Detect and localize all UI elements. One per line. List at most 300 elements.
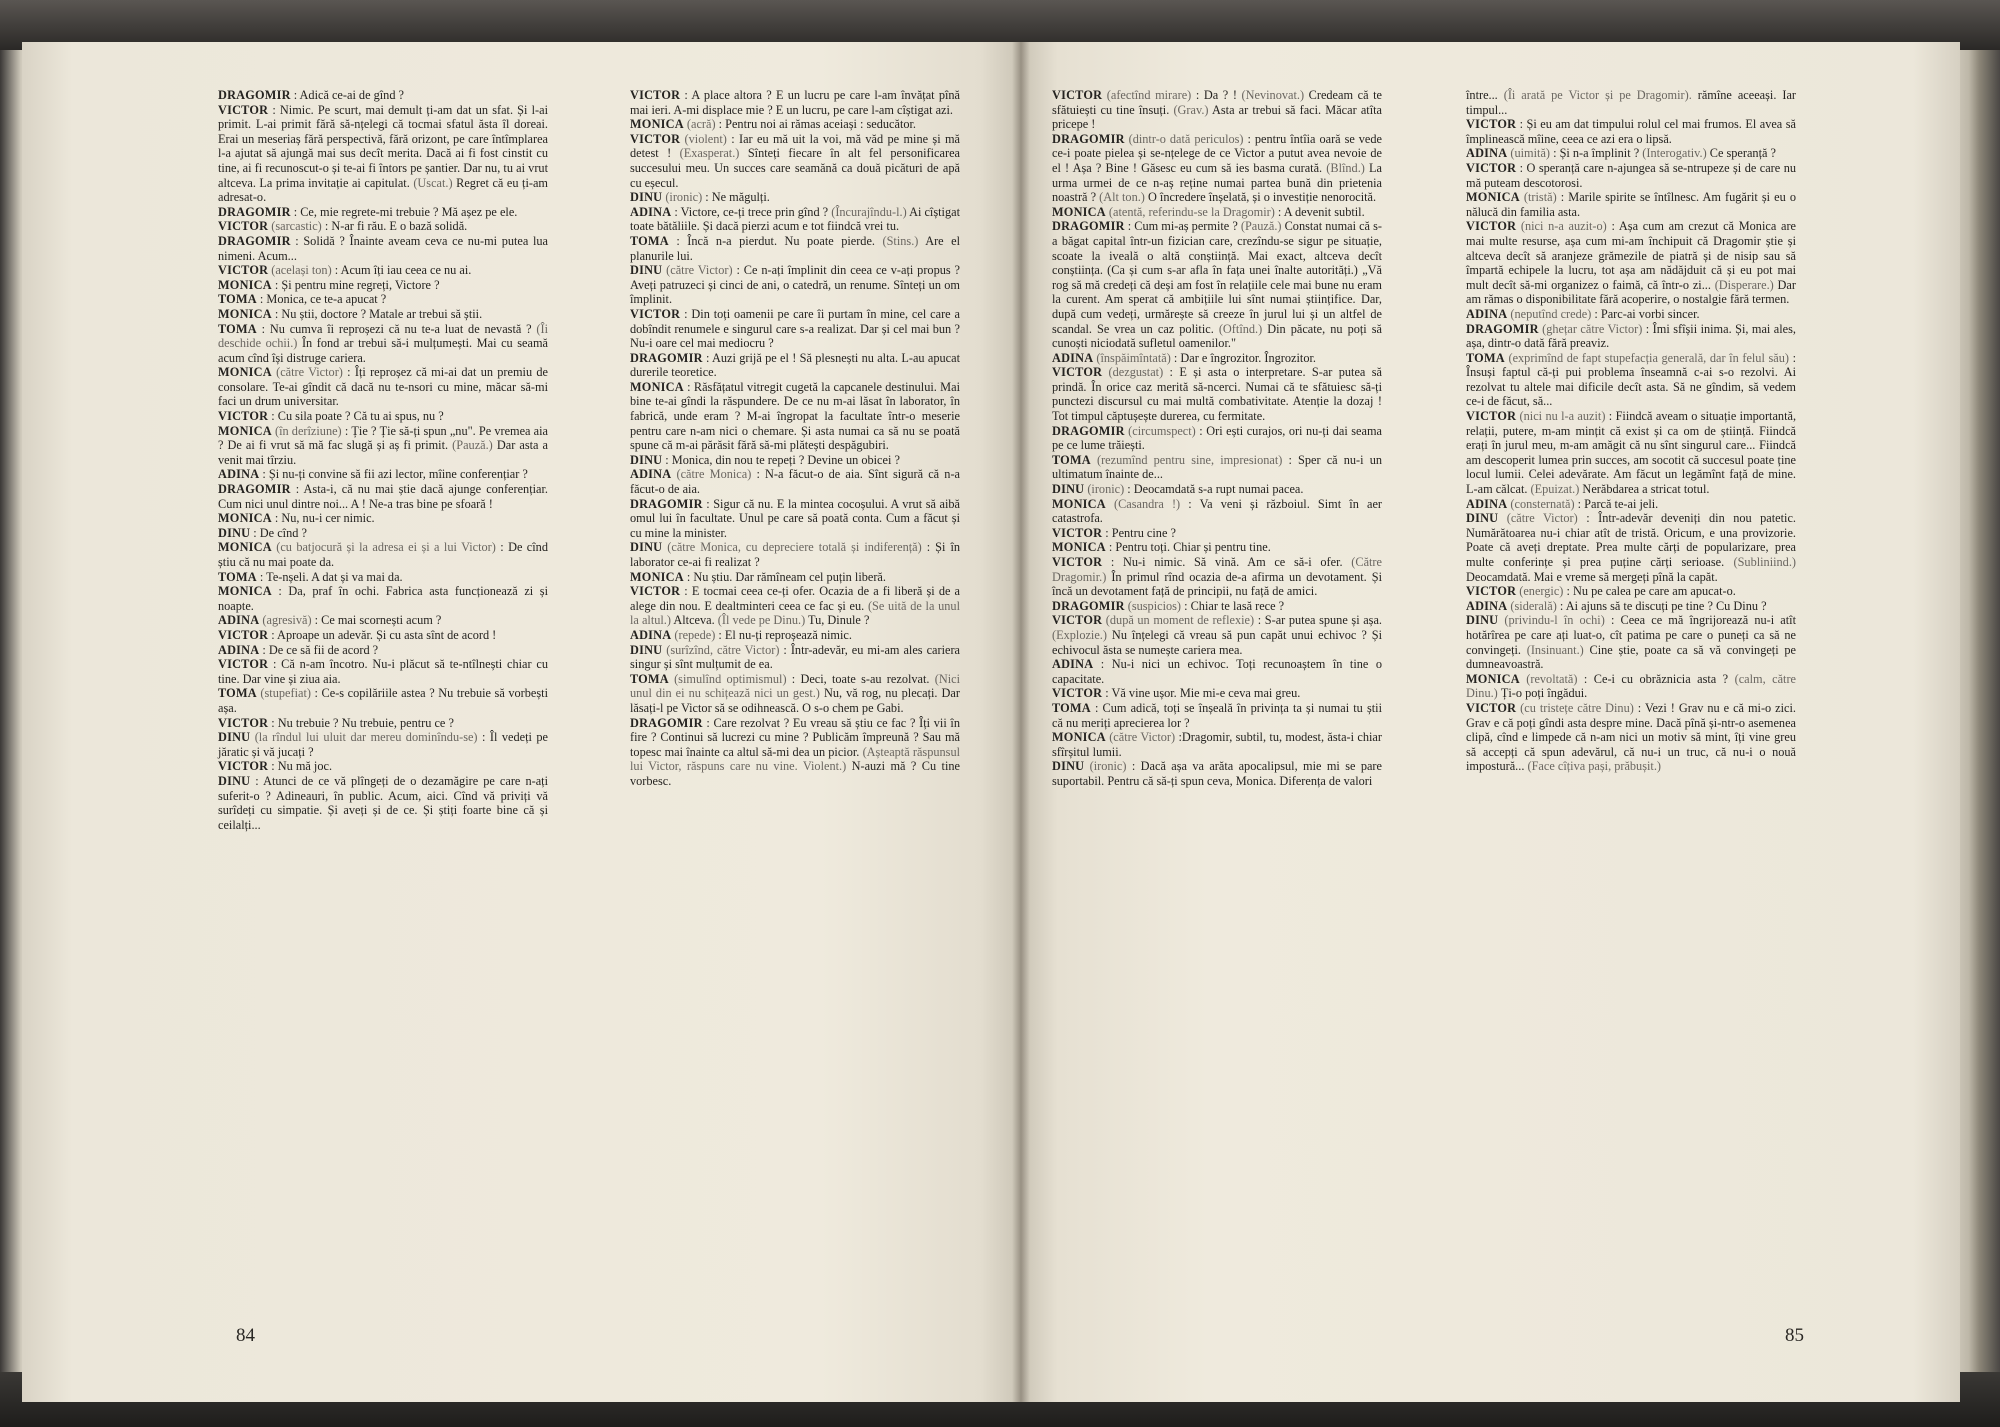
dialogue-text: : Nu mă joc. — [268, 759, 333, 774]
dialogue-line — [1466, 219, 1796, 307]
stage-direction: (Pauză.) — [1240, 219, 1282, 234]
stage-direction: (ghețar către Victor) — [1542, 321, 1643, 336]
dialogue-text: : Încă n-a pierdut. Nu poate pierde. — [668, 233, 883, 248]
text-column-4 — [1466, 88, 1796, 774]
dialogue-text: : Nu cumva îi reproșezi că nu te-a luat de nevastă ? — [256, 321, 537, 336]
speaker-name: DINU — [1052, 482, 1085, 497]
dialogue-text: : A devenit subtil. — [1274, 204, 1365, 219]
speaker-name: DRAGOMIR — [630, 350, 703, 365]
dialogue-line — [218, 278, 548, 293]
dialogue-text: : Auzi grijă pe el ! Să plesnești nu alta. L-au apucat durerile teoretice. — [630, 350, 960, 380]
stage-direction: (dintr-o dată periculos) — [1128, 131, 1244, 146]
dialogue-text: Ai cîștigat toate bătăliile. Și dacă pierzi acum e tot fiindcă vrei tu. — [630, 204, 960, 234]
speaker-name: DINU — [1052, 759, 1085, 774]
text-column-2 — [630, 88, 960, 789]
dialogue-line — [630, 467, 960, 496]
speaker-name: TOMA — [630, 671, 669, 686]
dialogue-text: : Nu știi, doctore ? Matale ar trebui să știi. — [271, 306, 483, 321]
dialogue-line — [218, 628, 548, 643]
dialogue-text: : Chiar te lasă rece ? — [1181, 598, 1285, 613]
stage-direction: (acră) — [686, 117, 716, 132]
dialogue-line — [218, 511, 548, 526]
dialogue-text: : Într-adevăr, eu mi-am ales cariera singur și sînt mulțumit de ea. — [630, 642, 961, 672]
speaker-name: VICTOR — [1052, 525, 1103, 540]
speaker-name: DRAGOMIR — [1052, 598, 1125, 613]
speaker-name: MONICA — [1466, 671, 1520, 686]
speaker-name: ADINA — [630, 467, 672, 482]
dialogue-line — [630, 716, 960, 789]
stage-direction: (Blînd.) — [1326, 160, 1365, 175]
dialogue-text: Ce speranță ? — [1706, 146, 1776, 161]
dialogue-text: Credeam că te sfătuiești cu tine însuți. — [1052, 88, 1383, 117]
dialogue-text: : Adică ce-ai de gînd ? — [290, 88, 405, 102]
speaker-name: MONICA — [218, 511, 272, 526]
dialogue-line — [218, 584, 548, 613]
speaker-name: ADINA — [218, 613, 260, 628]
speaker-name: DINU — [218, 525, 251, 540]
dialogue-text: : Ce-i cu obrăznicia asta ? — [1577, 671, 1735, 686]
dialogue-text: : O speranță care n-ajungea să se-ntrupeze și de care nu mă puteam descotorosi. — [1466, 160, 1796, 190]
dialogue-line — [630, 497, 960, 541]
stage-direction: (circumspect) — [1128, 423, 1196, 438]
speaker-name: VICTOR — [218, 263, 269, 278]
dialogue-line — [218, 307, 548, 322]
speaker-name: DRAGOMIR — [630, 715, 703, 730]
stage-direction: (afectînd mirare) — [1106, 88, 1192, 102]
speaker-name: ADINA — [1466, 146, 1508, 161]
dialogue-text: : E și asta o interpretare. S-ar putea să prindă. În orice caz merită să-ncerci. Numai că te sfătuiesc să-ți punctezi discursul cu mai multă combativitate. Atenție la dozaj ! Tot timpul căptușește durerea, cu fermitate. — [1052, 365, 1382, 424]
stage-direction: (Încurajîndu-l.) — [831, 204, 907, 219]
dialogue-text: : Ai ajuns să te discuți pe tine ? Cu Dinu ? — [1556, 598, 1767, 613]
speaker-name: VICTOR — [218, 657, 269, 672]
dialogue-text: : S-ar putea spune și așa. — [1254, 613, 1383, 628]
stage-direction: (Îi arată pe Victor și pe Dragomir). — [1503, 88, 1692, 102]
speaker-name: TOMA — [1052, 452, 1091, 467]
dialogue-text: : Nu-i nimic. Să vină. Am ce să-i ofer. — [1102, 555, 1352, 569]
dialogue-line — [1052, 686, 1382, 701]
dialogue-text: :Dragomir, subtil, tu, modest, ăsta-i chiar sfîrșitul lumii. — [1052, 730, 1382, 759]
stage-direction: (simulînd optimismul) — [674, 671, 787, 686]
stage-direction: (rezumînd pentru sine, impresionat) — [1096, 452, 1283, 467]
dialogue-line — [630, 672, 960, 716]
dialogue-text: : Deci, toate s-au rezolvat. — [786, 671, 935, 686]
stage-direction: (către Monica) — [676, 467, 752, 482]
dialogue-line — [218, 205, 548, 220]
stage-direction: (cu batjocură și la adresa ei și a lui Victor) — [276, 540, 496, 555]
speaker-name: TOMA — [218, 686, 257, 701]
stage-direction: (Interogativ.) — [1642, 146, 1707, 161]
dialogue-line — [630, 307, 960, 351]
dialogue-text: : Da ? ! — [1191, 88, 1242, 102]
dialogue-text: : Monica, din nou te repeți ? Devine un obicei ? — [662, 452, 900, 467]
stage-direction: (la rîndul lui uluit dar mereu dominîndu-se) — [254, 730, 478, 745]
stage-direction: (violent) — [684, 131, 727, 146]
dialogue-text: : Asta-i, că nu mai știe dacă ajunge conferențiar. Cum nici unul dintre noi... A ! Ne-a tras bine pe sfoară ! — [218, 482, 548, 511]
speaker-name: VICTOR — [630, 131, 681, 146]
dialogue-text: Nerăbdarea a stricat totul. — [1579, 482, 1710, 497]
speaker-name: ADINA — [1466, 598, 1508, 613]
stage-direction: (către Victor) — [276, 365, 343, 380]
dialogue-line — [218, 234, 548, 263]
dialogue-text: : Da, praf în ochi. Fabrica asta funcționează zi și noapte. — [218, 584, 548, 613]
dialogue-text — [1498, 511, 1506, 525]
dialogue-text: : Nu pe calea pe care am apucat-o. — [1563, 584, 1736, 599]
dialogue-line — [1052, 759, 1382, 788]
speaker-name: DRAGOMIR — [1052, 131, 1125, 146]
dialogue-line — [218, 88, 548, 103]
dialogue-line — [218, 774, 548, 832]
dialogue-text: : Și în laborator ce-ai fi realizat ? — [630, 540, 961, 569]
stage-direction: (tristă) — [1523, 190, 1557, 205]
speaker-name: DRAGOMIR — [218, 233, 291, 248]
stage-direction: (consternată) — [1510, 496, 1575, 511]
speaker-name: DRAGOMIR — [1466, 321, 1539, 336]
dialogue-text: : Monica, ce te-a apucat ? — [256, 292, 387, 307]
dialogue-text: : Și eu am dat timpului rolul cel mai frumos. El avea să împlinească mîine, ceea ce azi era o lipsă. — [1466, 117, 1796, 146]
dialogue-line — [1466, 511, 1796, 584]
dialogue-line — [630, 380, 960, 453]
stage-direction: (Se uită de la unul la altul.) — [630, 598, 960, 628]
speaker-name: VICTOR — [630, 88, 681, 102]
stage-direction: (agresivă) — [262, 613, 312, 628]
speaker-name: MONICA — [218, 365, 272, 380]
speaker-name: TOMA — [218, 569, 257, 584]
dialogue-text: : Nu trebuie ? Nu trebuie, pentru ce ? — [268, 715, 454, 730]
dialogue-text: În fond ar trebui să-i mulțumești. Mai cu seamă acum cînd își distruge cariera. — [218, 336, 548, 365]
dialogue-text: : Aproape un adevăr. Și cu asta sînt de acord ! — [268, 627, 497, 642]
dialogue-text: : Nimic. Pe scurt, mai demult ți-am dat un sfat. Și l-ai primit. L-ai primit fără să-nțelegi că tocmai sfatul ăsta îl doreai. Erai un meseriaș fără perspectivă, fără orizont, pe care întîmplarea l-a ajutat să ajungă mai sus decît merita. Dacă ai fi fost cinstit cu tine, ai fi recunoscut-o și te-ai fi întors pe șantier. Dar nu, tu ai vrut altceva. La prima invitație ai capitulat. — [218, 102, 548, 190]
dialogue-line — [218, 730, 548, 759]
dialogue-text: N-auzi mă ? Cu tine vorbesc. — [630, 759, 960, 788]
dialogue-text: : El nu-ți reproșează nimic. — [715, 627, 852, 642]
dialogue-text: : Ori ești curajos, ori nu-ți dai seama pe ce lume trăiești. — [1052, 423, 1382, 453]
speaker-name: VICTOR — [630, 306, 681, 321]
dialogue-text: : Sper că nu-i un ultimatum înainte de... — [1052, 452, 1382, 482]
speaker-name: VICTOR — [218, 409, 269, 424]
dialogue-line — [218, 643, 548, 658]
dialogue-line — [1052, 424, 1382, 453]
speaker-name: DRAGOMIR — [218, 88, 291, 102]
dialogue-line — [1052, 88, 1382, 132]
dialogue-text: : Ce-s copilăriile astea ? Nu trebuie să vorbești așa. — [218, 686, 548, 715]
dialogue-text: Dar asta a venit mai tîrziu. — [218, 438, 548, 467]
dialogue-line — [1466, 88, 1796, 117]
dialogue-line — [1052, 219, 1382, 350]
dialogue-text: : Solidă ? Înainte aveam ceva ce nu-mi putea lua nimeni. Acum... — [218, 233, 548, 263]
dialogue-text: : Și pentru mine regreți, Victore ? — [271, 277, 440, 292]
stage-direction: (Face cîțiva pași, prăbușit.) — [1527, 759, 1661, 774]
dialogue-text: Are el planurile lui. — [630, 233, 961, 263]
dialogue-text: În primul rînd ocazia de-a afirma un devotament. Și încă un devotament față de principii, nu față de amici. — [1052, 569, 1382, 599]
stage-direction: (în derîziune) — [274, 423, 342, 438]
dialogue-text: : Și nu-ți convine să fii azi lector, mîine conferențiar ? — [259, 467, 528, 482]
dialogue-text: : Nu-i nici un echivoc. Toți recunoaștem în tine o capacitate. — [1052, 657, 1382, 686]
speaker-name: TOMA — [218, 292, 257, 307]
dialogue-text: : Victore, ce-ți trece prin gînd ? — [671, 204, 832, 219]
dialogue-text: : Îl vedeți pe jăratic și vă jucați ? — [218, 730, 548, 759]
speaker-name: ADINA — [218, 467, 260, 482]
dialogue-text: : Parc-ai vorbi sincer. — [1591, 306, 1700, 321]
dialogue-line — [1466, 613, 1796, 671]
dialogue-line — [1466, 146, 1796, 161]
dialogue-text: : A place altora ? E un lucru pe care l-am învățat pînă mai ieri. A-mi displace mie ? E un lucru, pe care l-am cîștigat azi. — [630, 88, 960, 117]
dialogue-line — [630, 570, 960, 585]
dialogue-text: : Va veni și războiul. Simt în aer catastrofa. — [1052, 496, 1383, 526]
dialogue-line — [1052, 657, 1382, 686]
dialogue-text: Nu înțelegi că vreau să pun capăt unui echivoc ? Și echivocul ăsta se numește cariera mea. — [1052, 627, 1382, 657]
dialogue-text: Deocamdată. Mai e vreme să mergeți pînă la capăt. — [1466, 569, 1718, 584]
dialogue-line — [1052, 205, 1382, 220]
dialogue-text: rămîne aceeași. Iar timpul... — [1466, 88, 1796, 117]
stage-direction: (cu tristețe către Dinu) — [1520, 700, 1634, 715]
dialogue-line — [218, 613, 548, 628]
speaker-name: MONICA — [1052, 540, 1106, 555]
stage-direction: (Grav.) — [1173, 102, 1209, 117]
dialogue-line — [630, 117, 960, 132]
speaker-name: VICTOR — [218, 715, 269, 730]
dialogue-line — [218, 103, 548, 205]
dialogue-line — [1052, 701, 1382, 730]
speaker-name: DINU — [1466, 511, 1499, 526]
stage-direction: (repede) — [674, 627, 716, 642]
dialogue-text: Ți-o poți îngădui. — [1497, 686, 1588, 701]
dialogue-text: : Iar eu mă uit la voi, mă văd pe mine și mă detest ! — [630, 131, 961, 161]
dialogue-line — [1052, 526, 1382, 541]
stage-direction: (Stins.) — [882, 233, 919, 248]
stage-direction: (Exasperat.) — [679, 146, 740, 161]
dialogue-text: : Pentru cine ? — [1102, 525, 1176, 540]
stage-direction: (Îl vede pe Dinu.) — [717, 613, 806, 628]
speaker-name: DINU — [630, 642, 663, 657]
dialogue-text: : Îmi sfîșii inima. Și, mai ales, așa, dintr-o dată fără preaviz. — [1466, 321, 1797, 351]
dialogue-line — [1052, 599, 1382, 614]
dialogue-line — [218, 263, 548, 278]
dialogue-text: : Pentru toți. Chiar și pentru tine. — [1105, 540, 1271, 555]
dialogue-line — [1052, 132, 1382, 205]
dialogue-text: : Acum îți iau ceea ce nu ai. — [331, 263, 472, 278]
stage-direction: (revoltată) — [1526, 671, 1578, 686]
speaker-name: DINU — [218, 773, 251, 788]
dialogue-text: : Deocamdată s-a rupt numai pacea. — [1124, 482, 1304, 497]
speaker-name: VICTOR — [1466, 409, 1517, 424]
speaker-name: ADINA — [1466, 496, 1508, 511]
stage-direction: (către Victor) — [1506, 511, 1578, 526]
dialogue-text: Sînteți fiecare în alt fel personificarea succesului meu. Un succes care seamănă ca două picături de apă cu eșecul. — [630, 146, 960, 190]
dialogue-line — [218, 716, 548, 731]
stage-direction: (Subliniind.) — [1733, 555, 1796, 569]
dialogue-text: : Vezi ! Grav nu e că mi-o zici. Grav e că poți gîndi asta despre mine. Dacă pînă și-ntr-o asemenea clipă, cînd e limpede că n-am nici un motiv să mint, îți vine greu să accepți că spun adevărul, că nu-i un truc, că nu-i o nouă impostură... — [1466, 700, 1797, 774]
dialogue-text: : Atunci de ce vă plîngeți de o dezamăgire pe care n-ați suferit-o ? Adineauri, în public. Acum, aici. Cînd vă priviți vă surîdeți cu simpatie. Și aveți și de ce. Și știți foarte bine că și ceilalți... — [218, 773, 548, 832]
speaker-name: DINU — [630, 452, 663, 467]
dialogue-line — [1466, 117, 1796, 146]
speaker-name: VICTOR — [218, 627, 269, 642]
dialogue-text: : Ce mai scornești acum ? — [311, 613, 442, 628]
speaker-name: TOMA — [1052, 700, 1091, 715]
speaker-name: VICTOR — [630, 584, 681, 599]
dialogue-text: Tu, Dinule ? — [805, 613, 870, 628]
dialogue-text: : Vă vine ușor. Mie mi-e ceva mai greu. — [1102, 686, 1301, 701]
dialogue-text: : Sigur că nu. E la mintea cocoșului. A vrut să aibă omul lui în facultate. Unul pe care să poată conta. Cum a făcut și cu mine la minister. — [630, 496, 960, 540]
stage-direction: (Insinuant.) — [1526, 642, 1584, 657]
speaker-name: ADINA — [630, 627, 672, 642]
speaker-name: MONICA — [630, 379, 684, 394]
dialogue-text: Nu, vă rog, nu plecați. Dar lăsați-l pe Victor să se odihnească. O s-o chem pe Gabi. — [630, 686, 960, 715]
stage-direction: (siderală) — [1510, 598, 1557, 613]
speaker-name: VICTOR — [218, 759, 269, 774]
dialogue-line — [630, 643, 960, 672]
dialogue-text: : Ceea ce mă îngrijorează nu-i atît hotărîrea pe care ați luat-o, cît patima pe care o puneți ca să ne convingeți. — [1466, 613, 1796, 657]
speaker-name: VICTOR — [1052, 613, 1103, 628]
stage-direction: (exprimînd de fapt stupefacția generală, dar în felul său) — [1508, 350, 1789, 365]
speaker-name: DINU — [630, 263, 663, 278]
stage-direction: (ironic) — [1089, 759, 1127, 774]
stage-direction: (Nici unul din ei nu schițează nici un gest.) — [630, 671, 960, 701]
stage-direction: (neputînd crede) — [1510, 306, 1592, 321]
dialogue-text: Altceva. — [670, 613, 718, 628]
stage-direction: (Îi deschide ochii.) — [218, 321, 548, 351]
stage-direction: (Explozie.) — [1052, 627, 1107, 642]
dialogue-text: : Care rezolvat ? Eu vreau să știu ce fac ? Îți vii în fire ? Continui să lucrezi cu mine ? Publicăm împreună ? Sau mă topesc mai înainte ca altul să-mi dea un picior. — [630, 715, 960, 759]
dialogue-text: : Că n-am încotro. Nu-i plăcut să te-ntîlnești chiar cu tine. Dar vine și ziua aia. — [218, 657, 548, 686]
dialogue-text: : De cînd ? — [250, 525, 307, 540]
dialogue-line — [218, 292, 548, 307]
dialogue-text: : Răsfățatul vitregit cugetă la capcanele destinului. Mai bine te-ai gîndi la răspundere. De ce nu m-ai lăsat în laborator, în fabrică, unde eram ? M-ai îngropat la facultate într-o meserie pentru care n-am nici o chemare. Și asta numai ca să nu se poată spune că m-ai părăsit fără să-mi plătești despăgubiri. — [630, 379, 960, 453]
dialogue-text — [1106, 497, 1114, 511]
dialogue-text: : Așa cum am crezut că Monica are mai multe resurse, așa cum mi-am închipuit că Dragomir știe și altceva decît să aranjeze grămezile de piatră și de nisip sau să împartă echipele la lucru, tot așa am nădăjduit că și eu pot mai mult decît să-mi organizez o faimă, că într-o zi... — [1466, 219, 1796, 292]
dialogue-line — [1466, 497, 1796, 512]
dialogue-line — [630, 88, 960, 117]
dialogue-line — [630, 234, 960, 263]
dialogue-line — [1466, 701, 1796, 774]
speaker-name: MONICA — [218, 584, 272, 599]
stage-direction: (Oftînd.) — [1218, 321, 1263, 336]
dialogue-line — [218, 570, 548, 585]
stage-direction: (surîzînd, către Victor) — [666, 642, 780, 657]
speaker-name: VICTOR — [1052, 555, 1103, 569]
speaker-name: MONICA — [1052, 730, 1106, 745]
dialogue-text: : Îți reproșez că mi-ai dat un premiu de consolare. Te-ai gîndit că dacă nu te-nsori cu mine, măcar să-mi faci un drum universitar. — [218, 365, 548, 409]
dialogue-text: Constat numai că s-a băgat capital într-un fizician care, crezîndu-se sigur pe situație, scoate la iveală o altă conștiință. Mai exact, altceva decît conștiința. (Ca și cum s-ar afla în fața unei înalte autorități.) „Vă rog să mă credeți că deși am fost în relațiile cele mai bune nu eram la curent. Am sperat că ambițiile lui sînt numai științifice. Dar, după cum vedeți, urmărește să creeze în jurul lui și un altfel de scandal. Se vrea un caz politic. — [1052, 219, 1382, 336]
speaker-name: MONICA — [218, 540, 272, 555]
dialogue-line — [1052, 613, 1382, 657]
text-column-3 — [1052, 88, 1382, 789]
stage-direction: (același ton) — [271, 263, 332, 278]
speaker-name: DINU — [1466, 613, 1499, 628]
dialogue-line — [218, 467, 548, 482]
dialogue-line — [218, 322, 548, 366]
stage-direction: (calm, către Dinu.) — [1466, 671, 1796, 701]
stage-direction: (Nevinovat.) — [1241, 88, 1305, 102]
speaker-name: VICTOR — [1052, 88, 1103, 102]
dialogue-line — [1466, 322, 1796, 351]
dialogue-line — [1052, 482, 1382, 497]
speaker-name: ADINA — [1466, 306, 1508, 321]
stage-direction: (Așteaptă răspunsul lui Victor, răspuns care nu vine. Violent.) — [630, 744, 961, 774]
dialogue-text: : Dar e îngrozitor. Îngrozitor. — [1170, 350, 1316, 365]
stage-direction: (stupefiat) — [260, 686, 311, 701]
speaker-name: ADINA — [1052, 657, 1094, 672]
dialogue-line — [1466, 599, 1796, 614]
speaker-name: MONICA — [630, 117, 684, 132]
speaker-name: DRAGOMIR — [1052, 423, 1125, 438]
dialogue-line — [218, 409, 548, 424]
dialogue-text: între... — [1466, 88, 1504, 102]
speaker-name: ADINA — [218, 642, 260, 657]
speaker-name: VICTOR — [1466, 700, 1517, 715]
dialogue-line — [630, 132, 960, 190]
speaker-name: MONICA — [1466, 190, 1520, 205]
speaker-name: VICTOR — [1052, 365, 1103, 380]
stage-direction: (ironic) — [665, 190, 703, 205]
dialogue-line — [218, 526, 548, 541]
dialogue-line — [218, 540, 548, 569]
speaker-name: TOMA — [630, 233, 669, 248]
dialogue-text: : Cu sila poate ? Că tu ai spus, nu ? — [268, 409, 444, 424]
speaker-name: VICTOR — [1052, 686, 1103, 701]
dialogue-text: Din păcate, nu poți să cunoști niciodată sufletul oamenilor." — [1052, 321, 1382, 351]
speaker-name: MONICA — [1052, 496, 1106, 511]
speaker-name: DINU — [218, 730, 251, 745]
speaker-name: VICTOR — [218, 219, 269, 234]
speaker-name: ADINA — [630, 204, 672, 219]
stage-direction: (Casandra !) — [1113, 496, 1181, 511]
dialogue-text: La urma urmei de ce n-aș reține numai partea bună din prietenia noastră ? — [1052, 160, 1383, 205]
stage-direction: (ironic) — [1087, 482, 1125, 497]
speaker-name: VICTOR — [1466, 160, 1517, 175]
dialogue-text: : Dacă așa va arăta apocalipsul, mie mi se pare suportabil. Pentru că să-ți spun ceva, Monica. Diferența de valori — [1052, 759, 1382, 788]
dialogue-line — [218, 219, 548, 234]
dialogue-text: : Pentru noi ai rămas aceiași : seducător. — [715, 117, 917, 132]
dialogue-text: Dar am rămas o disponibilitate fără acoperire, o nostalgie fără termen. — [1466, 277, 1796, 307]
dialogue-line — [1466, 584, 1796, 599]
speaker-name: DRAGOMIR — [218, 482, 291, 497]
dialogue-text: : N-a făcut-o de aia. Sînt sigură că n-a făcut-o de aia. — [630, 467, 960, 497]
book-gutter — [1012, 42, 1030, 1402]
stage-direction: (atentă, referindu-se la Dragomir) — [1108, 204, 1275, 219]
speaker-name: VICTOR — [1466, 219, 1517, 234]
dialogue-text: : Ce, mie regrete-mi trebuie ? Mă așez pe ele. — [290, 204, 518, 219]
speaker-name: DINU — [630, 190, 663, 205]
speaker-name: MONICA — [630, 569, 684, 584]
stage-direction: (uimită) — [1510, 146, 1551, 161]
dialogue-line — [630, 584, 960, 628]
dialogue-line — [630, 540, 960, 569]
dialogue-text: : pentru întîia oară se vede ce-i poate pielea și se-nțelege de ce Victor a putut avea nevoie de el ! Așa ? Bine ! Găsesc eu cum să ies basma curată. — [1052, 131, 1382, 175]
dialogue-text: : Nu știu. Dar rămîneam cel puțin liberă. — [683, 569, 886, 584]
stage-direction: (către Monica, cu depreciere totală și indiferență) — [667, 540, 922, 555]
dialogue-line — [218, 686, 548, 715]
speaker-name: DRAGOMIR — [1052, 219, 1125, 234]
dialogue-text: : Cum adică, toți se înșeală în privința ta și numai tu știi că nu meriți aprecierea lor ? — [1052, 700, 1382, 730]
dialogue-line — [1052, 453, 1382, 482]
dialogue-text: : Și n-a împlinit ? — [1550, 146, 1643, 161]
speaker-name: ADINA — [1052, 350, 1094, 365]
stage-direction: (sarcastic) — [271, 219, 322, 234]
dialogue-line — [218, 482, 548, 511]
stage-direction: (înspăimîntată) — [1096, 350, 1171, 365]
speaker-name: VICTOR — [1466, 584, 1517, 599]
page-number-right: 85 — [1785, 1325, 1804, 1346]
stage-direction: (după un moment de reflexie) — [1105, 613, 1255, 628]
dialogue-line — [218, 759, 548, 774]
text-column-1 — [218, 88, 548, 832]
stage-direction: (energic) — [1519, 584, 1564, 599]
dialogue-text: : Fiindcă aveam o situație importantă, relații, putere, m-am mințit că exist și ca om de știință. Fiindcă erați în jurul meu, m-am amăgit că nu sînt singurul care... Fiindcă am descoperit lumea prin succes, am socotit că succesul poate ține locul lumii. Celei adevărate. Am făcut un legămînt față de mine. L-am călcat. — [1466, 409, 1797, 497]
dialogue-text: : Ție ? Ție să-ți spun „nu". Pe vremea aia ? De ai fi vrut să mă fac slugă și aș fi primit. — [218, 423, 549, 453]
dialogue-line — [1466, 307, 1796, 322]
speaker-name: MONICA — [218, 277, 272, 292]
dialogue-line — [630, 628, 960, 643]
